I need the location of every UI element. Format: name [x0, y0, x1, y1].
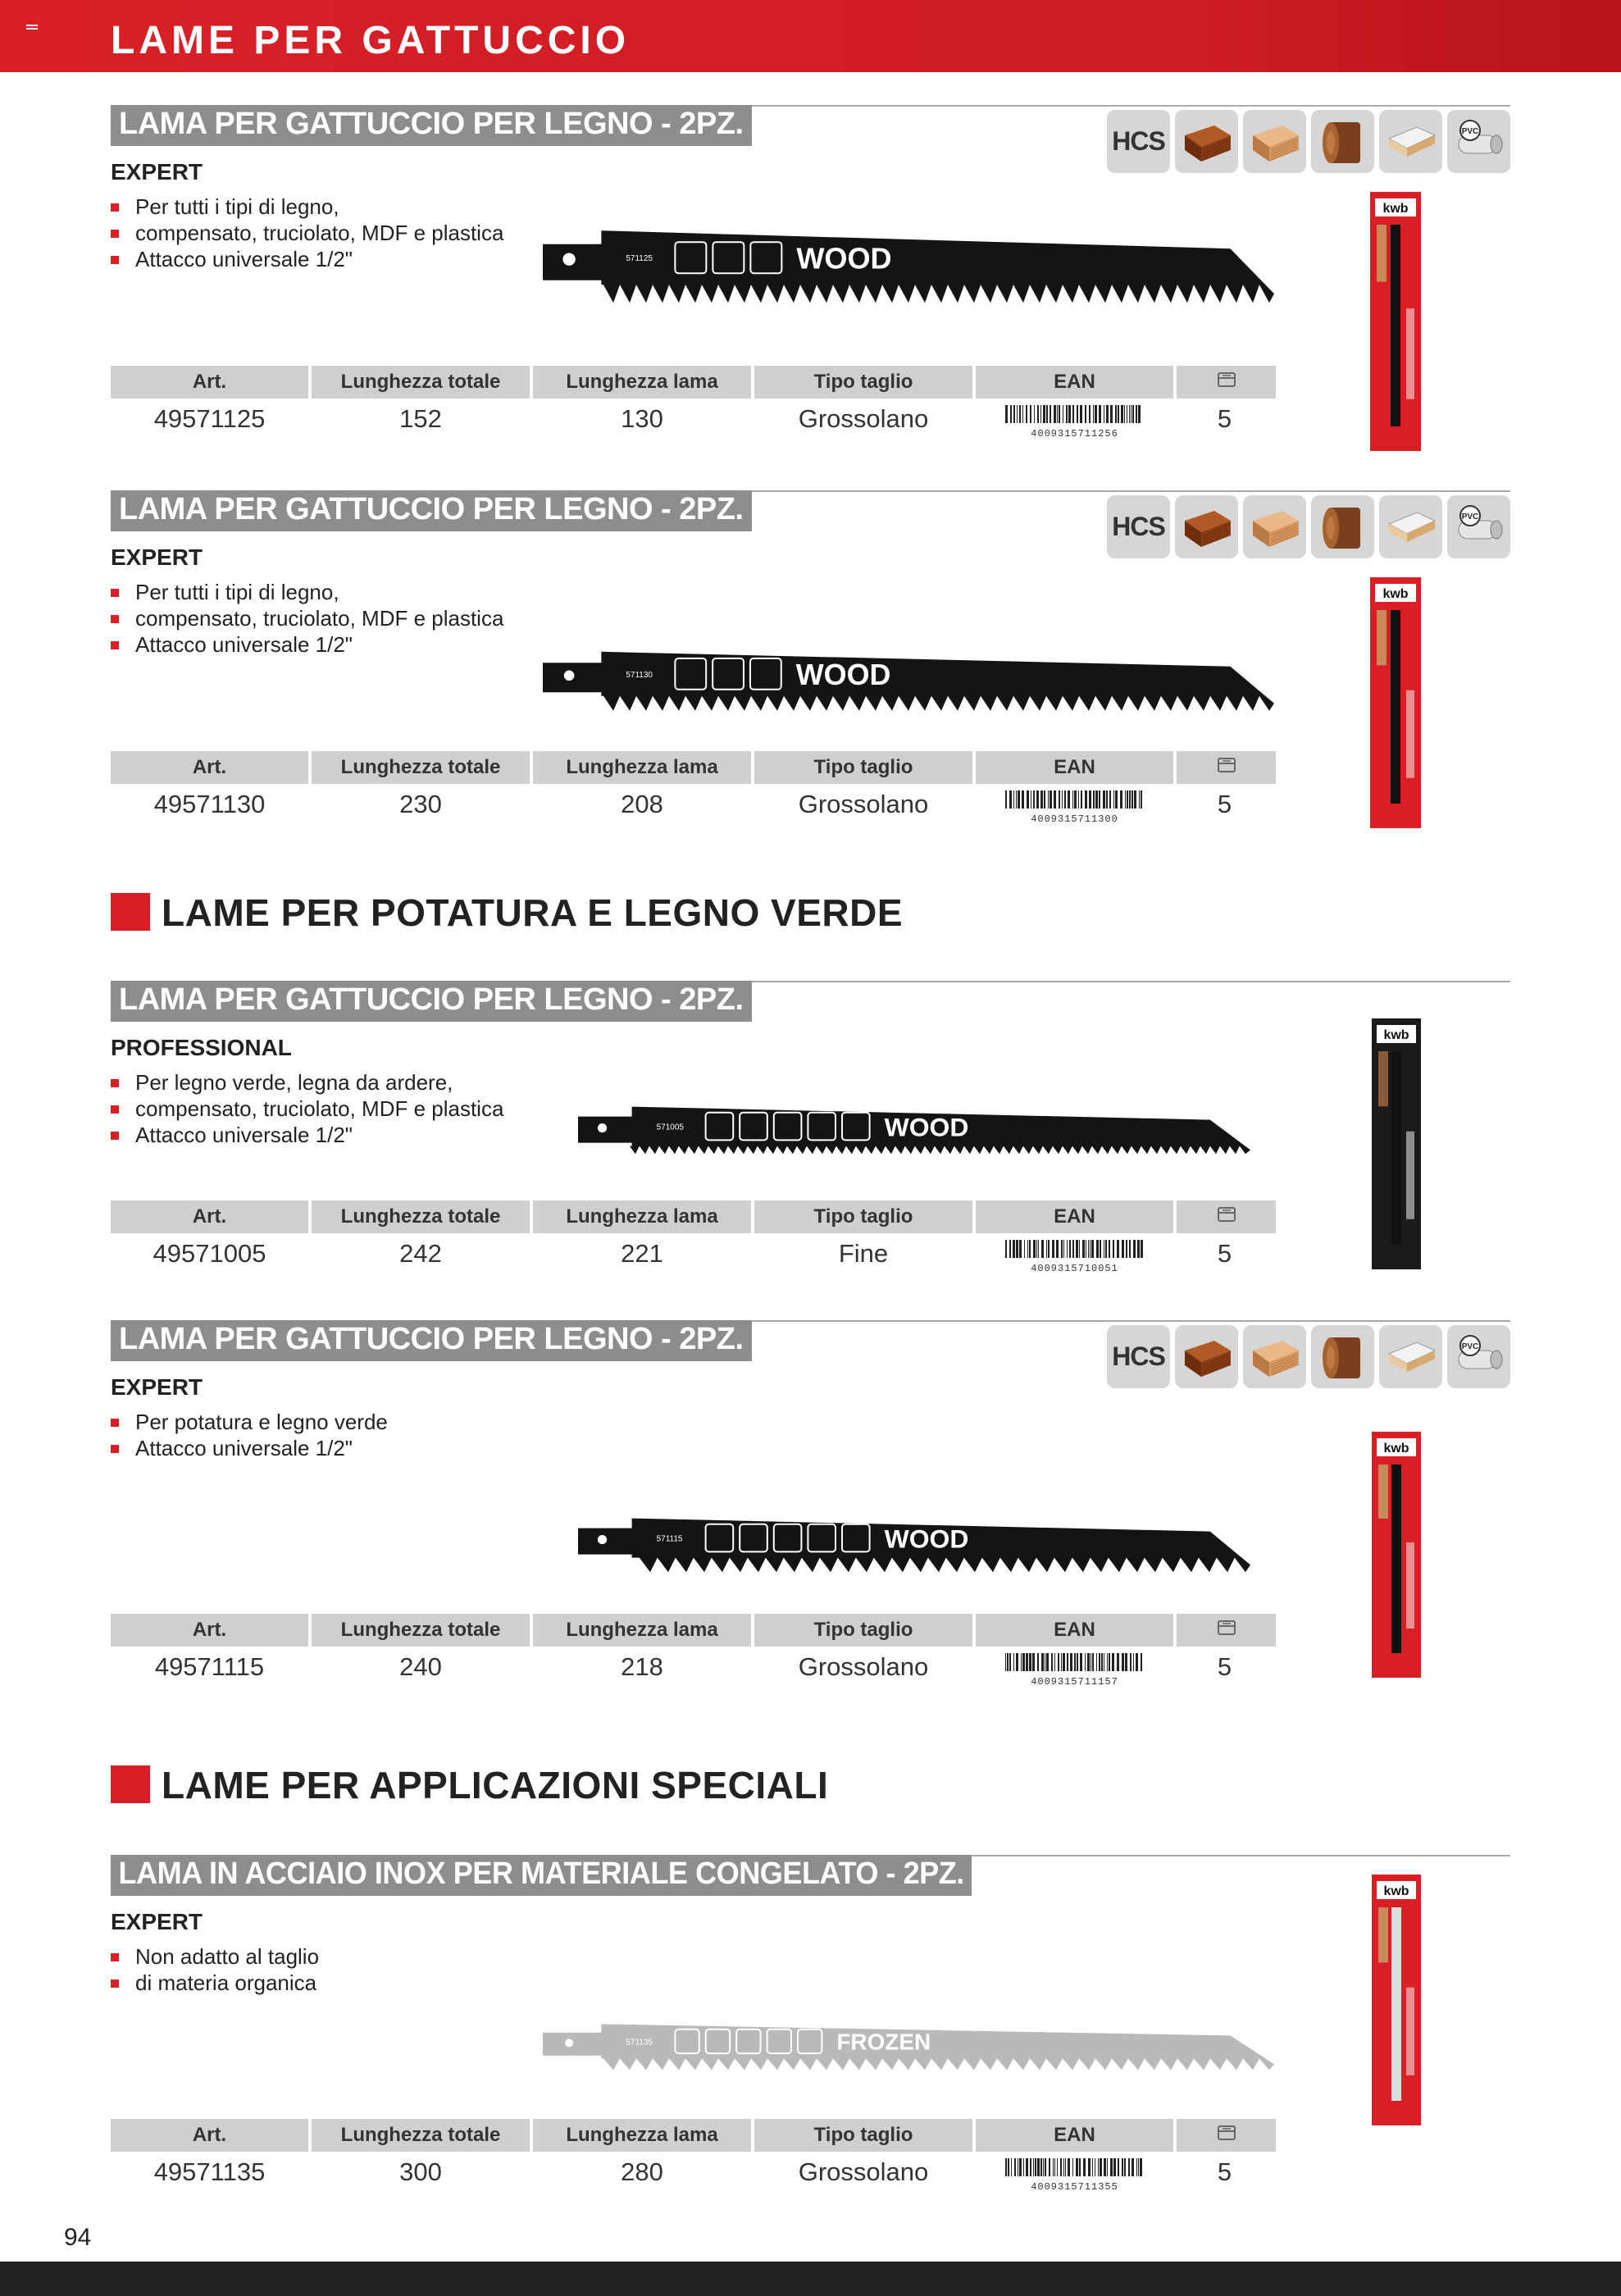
- total-length: 240: [312, 1647, 533, 1688]
- blade-code: 571125: [626, 254, 653, 264]
- total-length: 152: [312, 399, 533, 440]
- col-header-art: Art.: [111, 2119, 312, 2152]
- section-marker: [111, 1765, 150, 1803]
- feature-list: [111, 194, 503, 272]
- hardwood-icon: [1175, 110, 1238, 173]
- feature-list: [111, 1409, 388, 1461]
- ean-barcode: [976, 1647, 1177, 1688]
- table-header-row: [111, 366, 1276, 399]
- col-header-blade-length: Lunghezza lama: [533, 2119, 754, 2152]
- material-icons: [1107, 495, 1510, 558]
- page-number: 94: [64, 2224, 92, 2251]
- hcs-label: HCS: [1107, 1325, 1170, 1388]
- col-header-cut-type: Tipo taglio: [754, 1200, 976, 1233]
- art-number: 49571005: [111, 1233, 312, 1274]
- ean-number: 4009315711355: [1031, 2180, 1118, 2193]
- col-header-blade-length: Lunghezza lama: [533, 751, 754, 784]
- kwb-package-image: [1370, 192, 1421, 451]
- pack-quantity: 5: [1177, 1233, 1276, 1274]
- softwood-icon: [1243, 1325, 1306, 1388]
- blade-length: 221: [533, 1233, 754, 1274]
- col-header-total-length: Lunghezza totale: [312, 366, 533, 399]
- col-header-total-length: Lunghezza totale: [312, 751, 533, 784]
- blade-body: [543, 230, 1274, 303]
- product-card: [111, 490, 1510, 827]
- blade-code: 571135: [626, 2038, 653, 2048]
- package-icon: [1177, 2119, 1276, 2152]
- material-icons: [1107, 1325, 1510, 1388]
- saw-blade-image: [543, 2017, 1274, 2075]
- package-icon: [1177, 751, 1276, 784]
- softwood-icon: [1243, 495, 1306, 558]
- pvc-pipe-icon: [1447, 110, 1510, 173]
- ean-barcode: [976, 784, 1177, 825]
- package-photo: [1377, 610, 1387, 665]
- art-number: 49571130: [111, 784, 312, 825]
- blade-label: WOOD: [884, 1524, 969, 1554]
- blade-length: 280: [533, 2152, 754, 2193]
- col-header-art: Art.: [111, 1200, 312, 1233]
- package-label: [1406, 308, 1414, 399]
- product-grade: EXPERT: [111, 1909, 203, 1934]
- blade-code: 571115: [656, 1534, 683, 1544]
- feature-item: compensato, truciolato, MDF e plastica: [111, 1096, 503, 1122]
- feature-list: [111, 1069, 503, 1148]
- col-header-ean: EAN: [976, 1200, 1177, 1233]
- cut-type: Fine: [754, 1233, 976, 1274]
- saw-blade-image: [578, 1510, 1250, 1576]
- blade-label: WOOD: [796, 241, 892, 276]
- brand-logo: kwb: [1383, 1884, 1409, 1898]
- product-grade: EXPERT: [111, 1374, 203, 1400]
- package-photo: [1378, 1051, 1388, 1106]
- package-blade-window: [1391, 1051, 1401, 1245]
- cut-type: Grossolano: [754, 2152, 976, 2193]
- package-photo: [1377, 225, 1387, 282]
- blade-label: FROZEN: [836, 2029, 931, 2055]
- table-row: [111, 2152, 1276, 2193]
- footer-bar: [0, 2262, 1621, 2296]
- art-number: 49571115: [111, 1647, 312, 1688]
- col-header-art: Art.: [111, 1614, 312, 1647]
- col-header-cut-type: Tipo taglio: [754, 1614, 976, 1647]
- page-header-bar: [0, 0, 1621, 72]
- col-header-total-length: Lunghezza totale: [312, 1614, 533, 1647]
- feature-item: Attacco universale 1/2": [111, 1435, 388, 1461]
- section-title: LAME PER APPLICAZIONI SPECIALI: [162, 1764, 829, 1806]
- product-title: LAMA PER GATTUCCIO PER LEGNO - 2PZ.: [111, 981, 752, 1022]
- table-row: [111, 1233, 1276, 1274]
- pack-quantity: 5: [1177, 2152, 1276, 2193]
- package-icon: [1177, 1200, 1276, 1233]
- feature-list: [111, 1943, 319, 1996]
- feature-item: di materia organica: [111, 1970, 319, 1996]
- product-grade: EXPERT: [111, 544, 203, 570]
- col-header-total-length: Lunghezza totale: [312, 2119, 533, 2152]
- blade-label: WOOD: [884, 1112, 969, 1142]
- feature-item: Non adatto al taglio: [111, 1943, 319, 1970]
- page-title: LAME PER GATTUCCIO: [111, 19, 631, 62]
- package-label: [1406, 1132, 1414, 1219]
- saw-blade-image: [543, 220, 1274, 310]
- section-marker: [111, 893, 150, 931]
- product-grade: PROFESSIONAL: [111, 1035, 292, 1060]
- ean-number: 4009315711300: [1031, 813, 1118, 825]
- laminate-icon: [1379, 1325, 1442, 1388]
- feature-item: compensato, truciolato, MDF e plastica: [111, 605, 503, 631]
- total-length: 300: [312, 2152, 533, 2193]
- col-header-ean: EAN: [976, 2119, 1177, 2152]
- menu-icon: [26, 25, 38, 33]
- package-icon: [1177, 1614, 1276, 1647]
- kwb-package-image: [1372, 1875, 1421, 2125]
- blade-length: 208: [533, 784, 754, 825]
- product-title: LAMA PER GATTUCCIO PER LEGNO - 2PZ.: [111, 490, 752, 531]
- softwood-icon: [1243, 110, 1306, 173]
- shank-hole: [598, 1123, 607, 1132]
- col-header-blade-length: Lunghezza lama: [533, 366, 754, 399]
- col-header-ean: EAN: [976, 366, 1177, 399]
- package-photo: [1378, 1465, 1388, 1519]
- blade-code: 571130: [626, 670, 653, 680]
- product-card: [111, 1320, 1510, 1689]
- product-title: LAMA IN ACCIAIO INOX PER MATERIALE CONGELATO - 2PZ.: [111, 1855, 972, 1896]
- hardwood-icon: [1175, 1325, 1238, 1388]
- package-blade-window: [1391, 1907, 1401, 2101]
- spec-table: [111, 366, 1276, 440]
- art-number: 49571135: [111, 2152, 312, 2193]
- package-photo: [1378, 1907, 1388, 1962]
- hardwood-icon: [1175, 495, 1238, 558]
- spec-table: [111, 1614, 1276, 1688]
- brand-logo: kwb: [1383, 1442, 1409, 1456]
- kwb-package-image: [1370, 577, 1421, 828]
- feature-item: Attacco universale 1/2": [111, 246, 503, 272]
- total-length: 230: [312, 784, 533, 825]
- product-title: LAMA PER GATTUCCIO PER LEGNO - 2PZ.: [111, 1320, 752, 1361]
- product-card: [111, 1855, 1510, 2199]
- product-title: LAMA PER GATTUCCIO PER LEGNO - 2PZ.: [111, 105, 752, 146]
- package-label: [1406, 1542, 1414, 1629]
- pvc-pipe-icon: [1447, 1325, 1510, 1388]
- package-label: [1406, 690, 1414, 778]
- product-card: [111, 981, 1510, 1284]
- blade-code: 571005: [656, 1123, 684, 1132]
- ean-barcode: [976, 2152, 1177, 2193]
- col-header-total-length: Lunghezza totale: [312, 1200, 533, 1233]
- art-number: 49571125: [111, 399, 312, 440]
- blade-length: 218: [533, 1647, 754, 1688]
- col-header-blade-length: Lunghezza lama: [533, 1200, 754, 1233]
- feature-item: Per tutti i tipi di legno,: [111, 579, 503, 605]
- product-grade: EXPERT: [111, 159, 203, 184]
- package-label: [1406, 1988, 1414, 2075]
- spec-table: [111, 2119, 1276, 2193]
- pack-quantity: 5: [1177, 1647, 1276, 1688]
- feature-item: compensato, truciolato, MDF e plastica: [111, 220, 503, 246]
- col-header-art: Art.: [111, 366, 312, 399]
- feature-list: [111, 579, 503, 658]
- pack-quantity: 5: [1177, 399, 1276, 440]
- log-wood-icon: [1311, 495, 1374, 558]
- log-wood-icon: [1311, 110, 1374, 173]
- ean-number: 4009315711157: [1031, 1675, 1118, 1688]
- col-header-blade-length: Lunghezza lama: [533, 1614, 754, 1647]
- blade-label: WOOD: [795, 658, 891, 692]
- col-header-art: Art.: [111, 751, 312, 784]
- feature-item: Attacco universale 1/2": [111, 1122, 503, 1148]
- brand-logo: kwb: [1383, 1028, 1409, 1042]
- shank-hole: [564, 671, 575, 681]
- col-header-ean: EAN: [976, 1614, 1177, 1647]
- total-length: 242: [312, 1233, 533, 1274]
- saw-blade-image: [578, 1099, 1250, 1164]
- table-row: [111, 399, 1276, 440]
- table-row: [111, 784, 1276, 825]
- shank-hole: [562, 253, 575, 266]
- pack-quantity: 5: [1177, 784, 1276, 825]
- shank-hole: [598, 1535, 607, 1544]
- feature-item: Per legno verde, legna da ardere,: [111, 1069, 503, 1096]
- table-header-row: [111, 1614, 1276, 1647]
- pvc-label: PVC: [1461, 512, 1478, 522]
- product-card: [111, 105, 1510, 441]
- section-title: LAME PER POTATURA E LEGNO VERDE: [162, 891, 904, 934]
- package-blade-window: [1391, 1465, 1401, 1653]
- log-wood-icon: [1311, 1325, 1374, 1388]
- hcs-label: HCS: [1107, 110, 1170, 173]
- feature-item: Per potatura e legno verde: [111, 1409, 388, 1435]
- laminate-icon: [1379, 110, 1442, 173]
- table-header-row: [111, 751, 1276, 784]
- package-blade-window: [1391, 225, 1400, 426]
- blade-length: 130: [533, 399, 754, 440]
- brand-logo: kwb: [1382, 587, 1409, 601]
- laminate-icon: [1379, 495, 1442, 558]
- table-header-row: [111, 1200, 1276, 1233]
- spec-table: [111, 751, 1276, 825]
- ean-number: 4009315711256: [1031, 427, 1118, 440]
- col-header-cut-type: Tipo taglio: [754, 751, 976, 784]
- table-row: [111, 1647, 1276, 1688]
- cut-type: Grossolano: [754, 784, 976, 825]
- pvc-pipe-icon: [1447, 495, 1510, 558]
- material-icons: [1107, 110, 1510, 173]
- hcs-label: HCS: [1107, 495, 1170, 558]
- kwb-package-image: [1372, 1018, 1421, 1269]
- pvc-label: PVC: [1461, 126, 1478, 136]
- feature-item: Attacco universale 1/2": [111, 631, 503, 658]
- pvc-label: PVC: [1461, 1342, 1478, 1351]
- table-header-row: [111, 2119, 1276, 2152]
- package-icon: [1177, 366, 1276, 399]
- saw-blade-image: [543, 643, 1274, 717]
- package-blade-window: [1391, 610, 1400, 804]
- feature-item: Per tutti i tipi di legno,: [111, 194, 503, 220]
- blade-body: [543, 652, 1274, 711]
- col-header-cut-type: Tipo taglio: [754, 2119, 976, 2152]
- ean-barcode: [976, 399, 1177, 440]
- shank-hole: [565, 2039, 573, 2047]
- ean-barcode: [976, 1233, 1177, 1274]
- spec-table: [111, 1200, 1276, 1274]
- cut-type: Grossolano: [754, 1647, 976, 1688]
- brand-logo: kwb: [1382, 202, 1409, 216]
- col-header-ean: EAN: [976, 751, 1177, 784]
- ean-number: 4009315710051: [1031, 1262, 1118, 1274]
- cut-type: Grossolano: [754, 399, 976, 440]
- col-header-cut-type: Tipo taglio: [754, 366, 976, 399]
- kwb-package-image: [1372, 1432, 1421, 1678]
